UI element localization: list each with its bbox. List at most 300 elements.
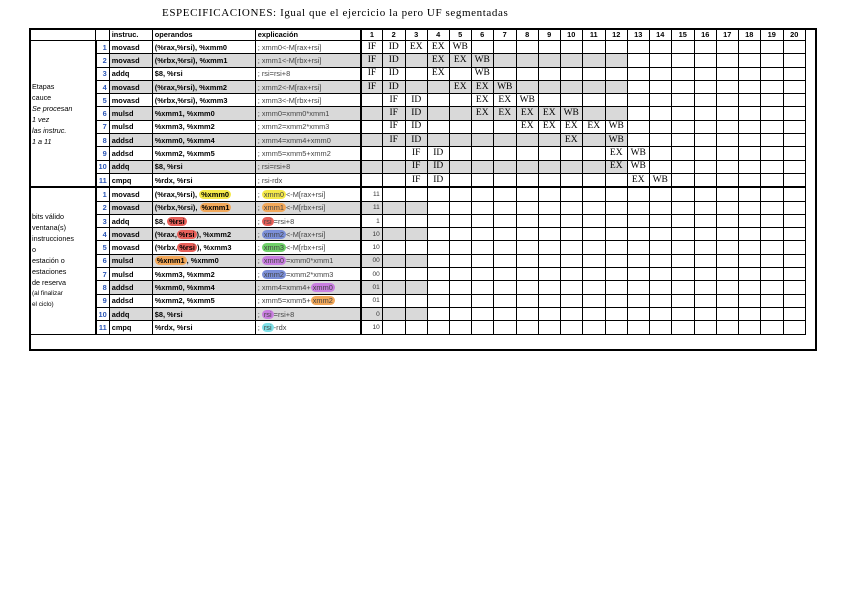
cycle-cell [405, 281, 427, 294]
instruction: movasd [109, 228, 152, 241]
cycle-cell [538, 54, 560, 67]
cycle-cell [649, 120, 671, 133]
cycle-cell [471, 307, 493, 320]
cycle-header: 3 [405, 29, 427, 41]
cycle-cell [783, 241, 805, 254]
cycle-cell [382, 241, 405, 254]
cycle-cell [716, 80, 738, 93]
cycle-cell [694, 307, 716, 320]
cycle-cell [538, 307, 560, 320]
cycle-cell [405, 54, 427, 67]
cycle-cell [760, 94, 783, 107]
instruction: addq [109, 307, 152, 320]
cycle-cell [783, 107, 805, 120]
cycle-cell [760, 307, 783, 320]
cycle-cell [493, 281, 516, 294]
cycle-cell [716, 201, 738, 214]
cycle-cell [738, 67, 760, 80]
cycle-cell [671, 268, 694, 281]
cycle-cell [516, 134, 538, 147]
cycle-cell [516, 120, 538, 133]
cycle-cell [716, 54, 738, 67]
cycle-cell [671, 134, 694, 147]
stage-mark: EX [431, 41, 445, 52]
cycle-cell [649, 281, 671, 294]
cycle-cell [361, 173, 382, 187]
cycle-cell [471, 268, 493, 281]
cycle-cell [605, 94, 627, 107]
cycle-header: 8 [516, 29, 538, 41]
cycle-cell [582, 94, 605, 107]
cycle-cell [516, 94, 538, 107]
cycle-header: 5 [449, 29, 471, 41]
row-number: 6 [96, 254, 110, 267]
cycle-cell [694, 294, 716, 307]
cycle-cell [382, 173, 405, 187]
row-number: 3 [96, 214, 110, 227]
cycle-cell [493, 321, 516, 334]
operands: $8, %rsi [152, 160, 255, 173]
cycle-cell [516, 67, 538, 80]
cycle-cell [582, 187, 605, 201]
cycle-cell [694, 228, 716, 241]
cycle-cell [783, 54, 805, 67]
cycle-cell [361, 134, 382, 147]
cycle-cell [382, 80, 405, 93]
highlight: xmm0 [263, 189, 284, 199]
cycle-cell [449, 214, 471, 227]
cycle-cell [671, 321, 694, 334]
cycle-cell [649, 94, 671, 107]
explanation: ; xmm5=xmm5+ xmm2 [255, 294, 361, 307]
cycle-cell [538, 268, 560, 281]
cycle-cell [361, 147, 382, 160]
cycle-cell [560, 268, 582, 281]
explanation: ; xmm4=xmm4+ xmm0 [255, 281, 361, 294]
instruction-row [30, 228, 806, 241]
highlight: %rsi [178, 229, 195, 239]
cycle-cell [449, 160, 471, 173]
cycle-cell [627, 173, 649, 187]
stage-mark: EX [587, 121, 601, 132]
cycle-cell [783, 173, 805, 187]
cycle-cell [738, 94, 760, 107]
stage-mark: EX [520, 108, 534, 119]
cycle-cell [427, 187, 449, 201]
cycle-cell [361, 94, 382, 107]
cycle-cell [560, 321, 582, 334]
cycle-cell [405, 134, 427, 147]
explanation: ; xmm3 <-M[rbx+rsi] [255, 241, 361, 254]
cycle-cell [605, 321, 627, 334]
stage-mark: ID [411, 134, 422, 145]
cycle-cell [427, 147, 449, 160]
cycle-cell [516, 321, 538, 334]
cycle-cell [738, 80, 760, 93]
operands: (%rax,%rsi), %xmm0 [152, 41, 255, 54]
cycle-cell [582, 67, 605, 80]
cycle-cell [716, 228, 738, 241]
stage-mark: ID [411, 94, 422, 105]
cycle-cell [582, 173, 605, 187]
stage-mark: WB [474, 54, 490, 65]
operands: (%rbx,%rsi), %xmm3 [152, 94, 255, 107]
cycle-cell [405, 241, 427, 254]
cycle-cell [627, 160, 649, 173]
cycle-cell [716, 268, 738, 281]
cycle-cell [716, 134, 738, 147]
cycle-cell [760, 228, 783, 241]
cycle-cell [671, 241, 694, 254]
cycle-cell [582, 120, 605, 133]
cycle-cell [671, 294, 694, 307]
stage-mark: IF [367, 41, 377, 52]
cycle-cell [471, 241, 493, 254]
cycle-cell [783, 147, 805, 160]
cycle-cell [382, 120, 405, 133]
cycle-cell [783, 94, 805, 107]
cycle-cell [649, 173, 671, 187]
cycle-cell [760, 134, 783, 147]
cycle-cell [627, 107, 649, 120]
cycle-cell [694, 107, 716, 120]
highlight: xmm2 [312, 296, 333, 306]
cycle-cell [605, 307, 627, 320]
stage-mark: EX [631, 174, 645, 185]
cycle-cell [738, 41, 760, 54]
cycle-cell [738, 134, 760, 147]
row-number: 2 [96, 54, 110, 67]
valid-bits: 0 [361, 307, 382, 320]
highlight: xmm3 [263, 243, 284, 253]
cycle-cell [471, 54, 493, 67]
valid-bits: 01 [361, 281, 382, 294]
cycle-cell [405, 201, 427, 214]
cycle-cell [449, 173, 471, 187]
cycle-cell [694, 281, 716, 294]
cycle-cell [649, 107, 671, 120]
cycle-cell [471, 160, 493, 173]
highlight: xmm2 [263, 269, 284, 279]
cycle-cell [649, 214, 671, 227]
valid-bits: 1 [361, 214, 382, 227]
cycle-cell [449, 54, 471, 67]
stage-mark: WB [630, 148, 646, 159]
instruction-row [30, 41, 806, 54]
cycle-cell [627, 214, 649, 227]
cycle-cell [471, 80, 493, 93]
instruction-row [30, 173, 806, 187]
section-label-line: Etapas [32, 81, 55, 91]
cycle-cell [382, 187, 405, 201]
row-number: 8 [96, 281, 110, 294]
cycle-cell [449, 187, 471, 201]
row-number: 4 [96, 80, 110, 93]
cycle-cell [605, 107, 627, 120]
cycle-cell [783, 201, 805, 214]
stage-mark: WB [563, 108, 579, 119]
cycle-cell [605, 67, 627, 80]
cycle-cell [627, 41, 649, 54]
cycle-cell [694, 214, 716, 227]
cycle-cell [783, 80, 805, 93]
row-number: 9 [96, 294, 110, 307]
cycle-cell [471, 281, 493, 294]
cycle-cell [538, 321, 560, 334]
highlight: rsi [263, 216, 272, 226]
cycle-cell [493, 307, 516, 320]
cycle-cell [382, 67, 405, 80]
valid-bits: 11 [361, 187, 382, 201]
cycle-cell [716, 107, 738, 120]
stage-mark: ID [433, 161, 444, 172]
cycle-cell [560, 147, 582, 160]
cycle-cell [449, 134, 471, 147]
explanation: ; xmm2 =xmm2*xmm3 [255, 268, 361, 281]
cycle-cell [783, 214, 805, 227]
cycle-cell [361, 41, 382, 54]
cycle-cell [649, 54, 671, 67]
cycle-cell [627, 281, 649, 294]
highlight: rsi [263, 322, 272, 332]
header-instr: instruc. [109, 29, 152, 41]
header-ops: operandos [152, 29, 255, 41]
cycle-cell [694, 268, 716, 281]
cycle-cell [538, 160, 560, 173]
section-label-line: las instruc. [32, 125, 67, 135]
cycle-cell [738, 160, 760, 173]
cycle-cell [694, 80, 716, 93]
instruction-row [30, 294, 806, 307]
stage-mark: WB [630, 161, 646, 172]
highlight: xmm2 [263, 229, 284, 239]
cycle-cell [405, 147, 427, 160]
cycle-cell [427, 134, 449, 147]
cycle-cell [538, 241, 560, 254]
cycle-cell [361, 120, 382, 133]
cycle-cell [582, 160, 605, 173]
cycle-cell [493, 214, 516, 227]
cycle-cell [783, 134, 805, 147]
operands: %xmm3, %xmm2 [152, 268, 255, 281]
cycle-cell [382, 307, 405, 320]
section-label [30, 41, 96, 188]
cycle-cell [427, 120, 449, 133]
cycle-cell [605, 294, 627, 307]
cycle-cell [649, 254, 671, 267]
cycle-cell [382, 147, 405, 160]
cycle-cell [471, 173, 493, 187]
cycle-cell [760, 254, 783, 267]
stage-mark: WB [452, 41, 468, 52]
cycle-cell [538, 147, 560, 160]
cycle-cell [427, 268, 449, 281]
explanation: ; rsi =rsi+8 [255, 214, 361, 227]
cycle-cell [627, 201, 649, 214]
row-number: 5 [96, 241, 110, 254]
explanation: ; xmm1<-M[rbx+rsi] [255, 54, 361, 67]
cycle-cell [738, 147, 760, 160]
cycle-cell [671, 201, 694, 214]
section-label-line: bits válido [32, 212, 64, 222]
operands: %rdx, %rsi [152, 173, 255, 187]
stage-mark: EX [475, 108, 489, 119]
cycle-cell [671, 254, 694, 267]
cycle-cell [449, 147, 471, 160]
stage-mark: IF [367, 54, 377, 65]
cycle-cell [783, 254, 805, 267]
cycle-cell [649, 160, 671, 173]
cycle-cell [449, 67, 471, 80]
cycle-cell [493, 201, 516, 214]
cycle-cell [493, 187, 516, 201]
cycle-cell [582, 134, 605, 147]
stage-mark: IF [412, 174, 421, 185]
cycle-cell [738, 307, 760, 320]
cycle-cell [538, 134, 560, 147]
cycle-cell [382, 294, 405, 307]
cycle-cell [627, 268, 649, 281]
section-label-line: el ciclo) [32, 301, 54, 309]
cycle-cell [361, 80, 382, 93]
cycle-cell [582, 307, 605, 320]
stage-mark: IF [389, 134, 398, 145]
cycle-cell [471, 228, 493, 241]
cycle-cell [516, 281, 538, 294]
explanation: ; xmm4=xmm4+xmm0 [255, 134, 361, 147]
instruction-row [30, 107, 806, 120]
cycle-cell [760, 160, 783, 173]
cycle-cell [760, 281, 783, 294]
cycle-cell [760, 268, 783, 281]
cycle-cell [560, 54, 582, 67]
cycle-cell [605, 228, 627, 241]
cycle-cell [361, 107, 382, 120]
operands: (%rax, %rsi ), %xmm2 [152, 228, 255, 241]
cycle-cell [760, 120, 783, 133]
valid-bits: 11 [361, 201, 382, 214]
cycle-cell [671, 281, 694, 294]
cycle-cell [671, 107, 694, 120]
instruction-row [30, 241, 806, 254]
cycle-cell [382, 41, 405, 54]
instruction-row [30, 307, 806, 320]
cycle-cell [582, 147, 605, 160]
cycle-cell [493, 294, 516, 307]
cycle-cell [760, 80, 783, 93]
instruction-row [30, 268, 806, 281]
cycle-cell [471, 147, 493, 160]
cycle-cell [493, 160, 516, 173]
explanation: ; rsi=rsi+8 [255, 160, 361, 173]
cycle-cell [427, 41, 449, 54]
cycle-cell [427, 173, 449, 187]
stage-mark: EX [453, 81, 467, 92]
cycle-header: 11 [582, 29, 605, 41]
cycle-cell [649, 268, 671, 281]
cycle-cell [471, 67, 493, 80]
explanation: ; xmm2=xmm2*xmm3 [255, 120, 361, 133]
cycle-cell [738, 241, 760, 254]
stage-mark: EX [542, 108, 556, 119]
cycle-cell [560, 41, 582, 54]
cycle-cell [560, 214, 582, 227]
cycle-header: 17 [716, 29, 738, 41]
cycle-cell [694, 173, 716, 187]
cycle-cell [671, 54, 694, 67]
stage-mark: EX [409, 41, 423, 52]
cycle-cell [493, 94, 516, 107]
instruction: movasd [109, 187, 152, 201]
cycle-cell [516, 307, 538, 320]
valid-bits: 10 [361, 321, 382, 334]
cycle-cell [649, 294, 671, 307]
stage-mark: EX [475, 81, 489, 92]
section-label-line: Se procesan [32, 103, 73, 113]
row-number: 7 [96, 120, 110, 133]
cycle-cell [605, 80, 627, 93]
stage-mark: IF [389, 108, 398, 119]
cycle-cell [560, 201, 582, 214]
stage-mark: EX [542, 121, 556, 132]
explanation: ; xmm2<-M[rax+rsi] [255, 80, 361, 93]
cycle-cell [560, 94, 582, 107]
cycle-cell [649, 41, 671, 54]
header-row [30, 29, 806, 41]
instruction-row [30, 160, 806, 173]
cycle-cell [738, 228, 760, 241]
cycle-cell [493, 268, 516, 281]
operands: $8, %rsi [152, 307, 255, 320]
cycle-cell [516, 173, 538, 187]
cycle-cell [627, 134, 649, 147]
cycle-cell [405, 120, 427, 133]
cycle-cell [471, 321, 493, 334]
operands: %xmm0, %xmm4 [152, 134, 255, 147]
cycle-cell [783, 268, 805, 281]
cycle-cell [427, 94, 449, 107]
cycle-cell [627, 294, 649, 307]
row-number: 1 [96, 187, 110, 201]
cycle-cell [716, 307, 738, 320]
section-label-line: de reserva [32, 278, 66, 288]
cycle-cell [760, 294, 783, 307]
cycle-cell [627, 120, 649, 133]
cycle-header: 6 [471, 29, 493, 41]
highlight: xmm1 [263, 203, 284, 213]
cycle-cell [516, 107, 538, 120]
cycle-cell [627, 80, 649, 93]
cycle-cell [671, 187, 694, 201]
highlight: %xmm1 [201, 203, 230, 213]
cycle-cell [493, 120, 516, 133]
cycle-cell [605, 134, 627, 147]
explanation: ; xmm0=xmm0*xmm1 [255, 107, 361, 120]
cycle-cell [493, 80, 516, 93]
cycle-cell [449, 80, 471, 93]
cycle-cell [738, 173, 760, 187]
cycle-cell [738, 294, 760, 307]
cycle-cell [605, 147, 627, 160]
cycle-cell [716, 120, 738, 133]
cycle-cell [405, 294, 427, 307]
cycle-cell [382, 160, 405, 173]
cycle-cell [449, 321, 471, 334]
stage-mark: ID [388, 68, 399, 79]
cycle-cell [493, 228, 516, 241]
cycle-cell [560, 187, 582, 201]
cycle-cell [649, 147, 671, 160]
